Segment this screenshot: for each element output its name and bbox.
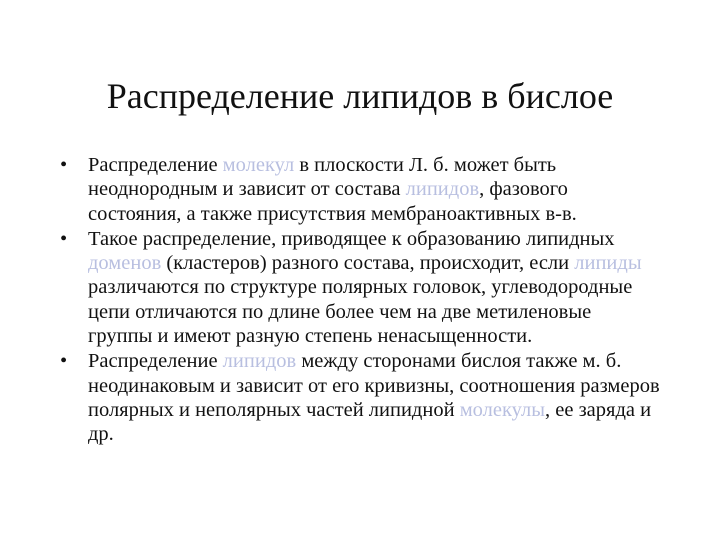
term-link-lipidov[interactable]: липидов	[222, 350, 297, 373]
bullet-marker: •	[60, 350, 68, 373]
bullet-text	[88, 228, 642, 347]
text-run: в плоскости Л. б. может быть неоднородным и зависит от состава	[88, 154, 557, 201]
text-run: Распределение	[88, 350, 223, 373]
text-run: различаются по структуре полярных головок, углеводородные цепи отличаются по длине более чем на две метиленовые группы и имеют разную степень ненасыщенности.	[88, 276, 633, 348]
bullet-item-3	[60, 349, 660, 446]
term-link-lipidov[interactable]: липидов	[405, 178, 480, 201]
text-run: Такое распределение, приводящее к образованию липидных	[88, 227, 615, 250]
term-link-molekul[interactable]: молекул	[222, 154, 295, 176]
bullet-item-2	[60, 227, 660, 348]
text-run: Распределение	[88, 154, 223, 176]
text-run: (кластеров) разного состава, происходит, если	[161, 252, 575, 275]
bullet-text	[88, 154, 577, 225]
text-run: , ее заряда и др.	[88, 398, 652, 446]
bullet-marker: •	[60, 227, 68, 250]
bullet-marker: •	[60, 154, 68, 176]
term-link-lipidy[interactable]: липиды	[574, 252, 642, 275]
term-link-molekuly[interactable]: молекулы	[459, 398, 545, 421]
slide-title: Распределение липидов в бислое	[106, 76, 614, 116]
text-run: , фазового состояния, а также присутствия мембраноактивных в-в.	[88, 178, 577, 225]
text-run: между сторонами бислоя также м. б. неодинаковым и зависит от его кривизны, соотношения размеров полярных и неполярных частей липидной	[88, 350, 660, 421]
bullet-list	[60, 153, 660, 448]
term-link-domenov[interactable]: доменов	[88, 252, 162, 275]
bullet-text	[88, 350, 660, 445]
bullet-item-1	[60, 153, 660, 226]
